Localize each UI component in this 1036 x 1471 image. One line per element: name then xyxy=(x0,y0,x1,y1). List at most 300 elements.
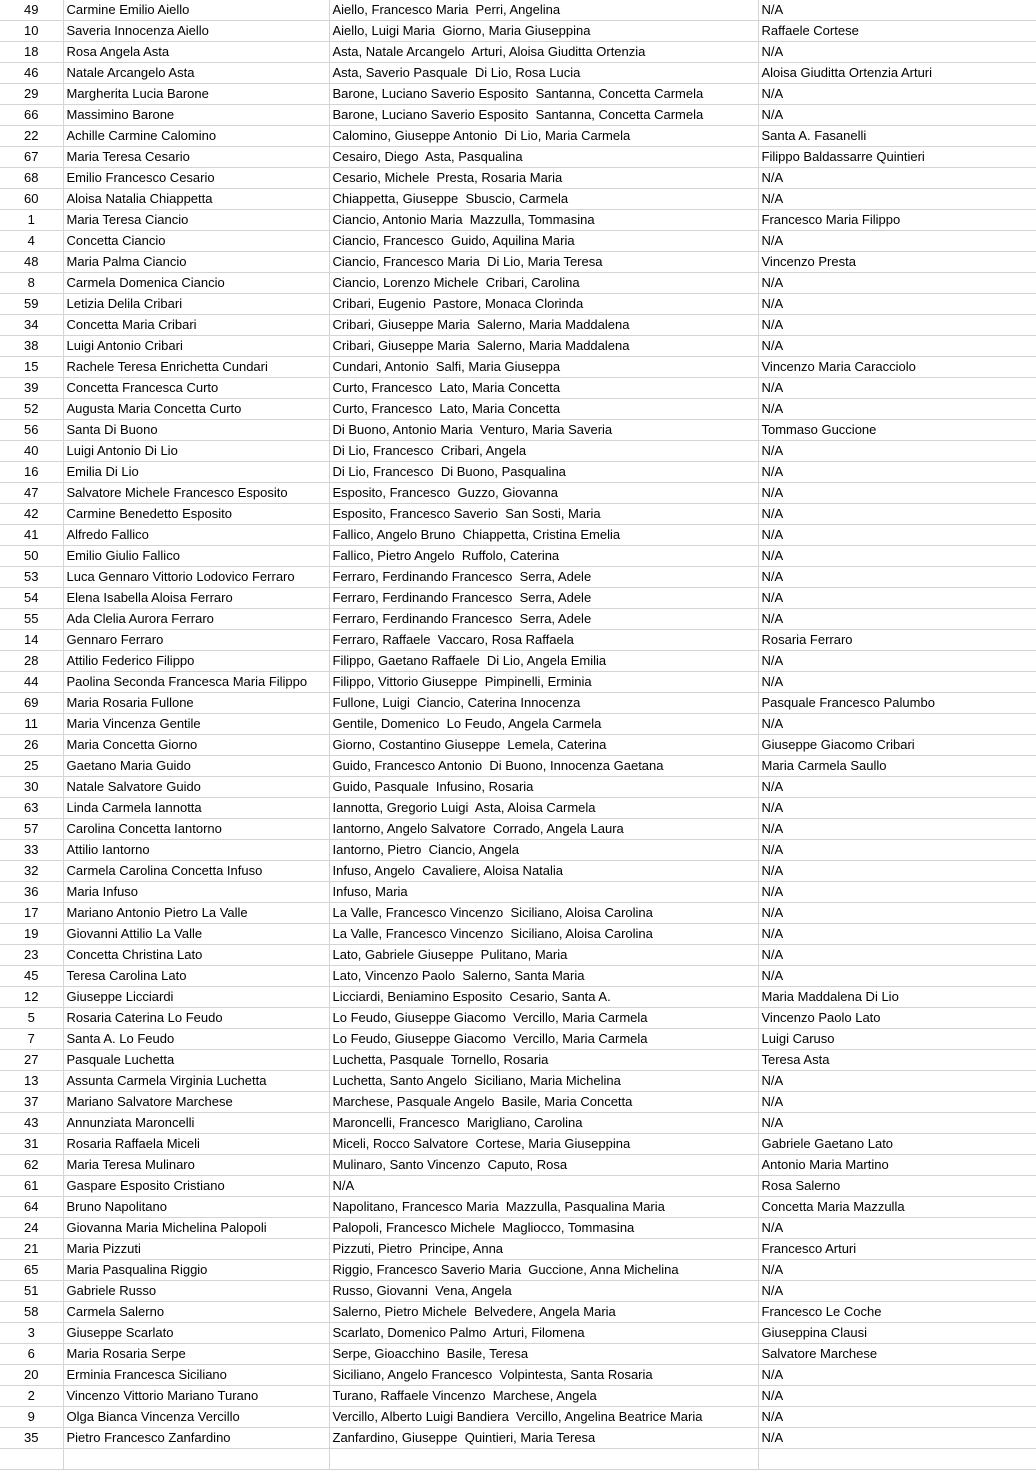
spouse-cell[interactable]: N/A xyxy=(758,378,1036,399)
empty-row xyxy=(0,1449,1036,1470)
parents-cell[interactable]: Serpe, Gioacchino Basile, Teresa xyxy=(329,1344,758,1365)
spouse-cell[interactable]: Gabriele Gaetano Lato xyxy=(758,1134,1036,1155)
id-cell[interactable]: 56 xyxy=(0,420,63,441)
parents-cell[interactable]: Salerno, Pietro Michele Belvedere, Angela Maria xyxy=(329,1302,758,1323)
name-cell[interactable]: Carmela Carolina Concetta Infuso xyxy=(63,861,329,882)
spouse-cell[interactable]: N/A xyxy=(758,567,1036,588)
spouse-cell[interactable]: N/A xyxy=(758,1113,1036,1134)
id-cell[interactable]: 6 xyxy=(0,1344,63,1365)
spouse-cell[interactable]: N/A xyxy=(758,546,1036,567)
parents-cell[interactable]: Barone, Luciano Saverio Esposito Santanna, Concetta Carmela xyxy=(329,105,758,126)
parents-cell[interactable]: Zanfardino, Giuseppe Quintieri, Maria Teresa xyxy=(329,1428,758,1449)
table-row xyxy=(0,630,1036,651)
name-cell[interactable]: Aloisa Natalia Chiappetta xyxy=(63,189,329,210)
spouse-cell[interactable]: Maria Carmela Saullo xyxy=(758,756,1036,777)
spouse-cell[interactable]: N/A xyxy=(758,882,1036,903)
table-row xyxy=(0,21,1036,42)
table-row xyxy=(0,42,1036,63)
id-cell[interactable]: 18 xyxy=(0,42,63,63)
name-cell[interactable]: Luca Gennaro Vittorio Lodovico Ferraro xyxy=(63,567,329,588)
spouse-cell[interactable]: N/A xyxy=(758,189,1036,210)
name-cell[interactable]: Salvatore Michele Francesco Esposito xyxy=(63,483,329,504)
spouse-cell[interactable]: N/A xyxy=(758,798,1036,819)
spouse-cell[interactable]: N/A xyxy=(758,168,1036,189)
spouse-cell[interactable]: N/A xyxy=(758,819,1036,840)
name-cell[interactable]: Annunziata Maroncelli xyxy=(63,1113,329,1134)
table-row xyxy=(0,756,1036,777)
name-cell[interactable]: Santa Di Buono xyxy=(63,420,329,441)
name-cell[interactable]: Giovanni Attilio La Valle xyxy=(63,924,329,945)
name-cell[interactable]: Concetta Francesca Curto xyxy=(63,378,329,399)
name-cell[interactable]: Carmela Salerno xyxy=(63,1302,329,1323)
id-cell[interactable]: 36 xyxy=(0,882,63,903)
parents-cell[interactable]: Esposito, Francesco Guzzo, Giovanna xyxy=(329,483,758,504)
parents-cell[interactable]: Di Buono, Antonio Maria Venturo, Maria Saveria xyxy=(329,420,758,441)
parents-cell[interactable]: Maroncelli, Francesco Marigliano, Carolina xyxy=(329,1113,758,1134)
name-cell[interactable]: Gabriele Russo xyxy=(63,1281,329,1302)
spouse-cell[interactable]: N/A xyxy=(758,1092,1036,1113)
name-cell[interactable]: Elena Isabella Aloisa Ferraro xyxy=(63,588,329,609)
parents-cell[interactable]: Palopoli, Francesco Michele Magliocco, Tommasina xyxy=(329,1218,758,1239)
parents-cell[interactable]: Aiello, Francesco Maria Perri, Angelina xyxy=(329,0,758,21)
table-row xyxy=(0,903,1036,924)
spouse-cell[interactable]: Concetta Maria Mazzulla xyxy=(758,1197,1036,1218)
name-cell[interactable]: Carmela Domenica Ciancio xyxy=(63,273,329,294)
id-cell[interactable]: 65 xyxy=(0,1260,63,1281)
spouse-cell[interactable]: N/A xyxy=(758,273,1036,294)
spouse-cell[interactable]: Antonio Maria Martino xyxy=(758,1155,1036,1176)
table-row xyxy=(0,420,1036,441)
id-cell[interactable]: 4 xyxy=(0,231,63,252)
name-cell[interactable]: Rosaria Caterina Lo Feudo xyxy=(63,1008,329,1029)
name-cell[interactable]: Emilio Giulio Fallico xyxy=(63,546,329,567)
name-cell[interactable]: Achille Carmine Calomino xyxy=(63,126,329,147)
parents-cell[interactable]: Cesairo, Diego Asta, Pasqualina xyxy=(329,147,758,168)
spouse-cell[interactable]: N/A xyxy=(758,1365,1036,1386)
name-cell[interactable]: Maria Palma Ciancio xyxy=(63,252,329,273)
parents-cell[interactable]: Asta, Saverio Pasquale Di Lio, Rosa Lucia xyxy=(329,63,758,84)
parents-cell[interactable]: Fullone, Luigi Ciancio, Caterina Innocenza xyxy=(329,693,758,714)
name-cell[interactable]: Mariano Antonio Pietro La Valle xyxy=(63,903,329,924)
name-cell[interactable]: Bruno Napolitano xyxy=(63,1197,329,1218)
spouse-cell[interactable]: N/A xyxy=(758,1260,1036,1281)
parents-cell[interactable]: Asta, Natale Arcangelo Arturi, Aloisa Giuditta Ortenzia xyxy=(329,42,758,63)
table-row xyxy=(0,1407,1036,1428)
name-cell[interactable]: Augusta Maria Concetta Curto xyxy=(63,399,329,420)
name-cell[interactable]: Santa A. Lo Feudo xyxy=(63,1029,329,1050)
table-row xyxy=(0,315,1036,336)
name-cell[interactable]: Ada Clelia Aurora Ferraro xyxy=(63,609,329,630)
id-cell[interactable]: 67 xyxy=(0,147,63,168)
parents-cell[interactable]: Curto, Francesco Lato, Maria Concetta xyxy=(329,378,758,399)
id-cell[interactable]: 3 xyxy=(0,1323,63,1344)
id-cell[interactable]: 38 xyxy=(0,336,63,357)
id-cell[interactable]: 32 xyxy=(0,861,63,882)
name-cell[interactable]: Maria Rosaria Serpe xyxy=(63,1344,329,1365)
parents-cell[interactable]: Guido, Francesco Antonio Di Buono, Innocenza Gaetana xyxy=(329,756,758,777)
spouse-cell[interactable]: N/A xyxy=(758,1218,1036,1239)
table-row xyxy=(0,1134,1036,1155)
spouse-cell[interactable]: N/A xyxy=(758,1407,1036,1428)
id-cell[interactable]: 5 xyxy=(0,1008,63,1029)
name-cell[interactable]: Saveria Innocenza Aiello xyxy=(63,21,329,42)
id-cell[interactable]: 29 xyxy=(0,84,63,105)
id-cell[interactable]: 58 xyxy=(0,1302,63,1323)
id-cell[interactable]: 25 xyxy=(0,756,63,777)
parents-cell[interactable]: Ferraro, Ferdinando Francesco Serra, Adele xyxy=(329,588,758,609)
id-cell[interactable]: 10 xyxy=(0,21,63,42)
empty-cell[interactable] xyxy=(329,1449,758,1470)
parents-cell[interactable]: Calomino, Giuseppe Antonio Di Lio, Maria Carmela xyxy=(329,126,758,147)
name-cell[interactable]: Gennaro Ferraro xyxy=(63,630,329,651)
spouse-cell[interactable]: N/A xyxy=(758,714,1036,735)
id-cell[interactable]: 13 xyxy=(0,1071,63,1092)
name-cell[interactable]: Giuseppe Scarlato xyxy=(63,1323,329,1344)
name-cell[interactable]: Carmine Emilio Aiello xyxy=(63,0,329,21)
id-cell[interactable]: 47 xyxy=(0,483,63,504)
spouse-cell[interactable]: Aloisa Giuditta Ortenzia Arturi xyxy=(758,63,1036,84)
name-cell[interactable]: Concetta Ciancio xyxy=(63,231,329,252)
spouse-cell[interactable]: Vincenzo Paolo Lato xyxy=(758,1008,1036,1029)
id-cell[interactable]: 39 xyxy=(0,378,63,399)
spouse-cell[interactable]: N/A xyxy=(758,0,1036,21)
name-cell[interactable]: Erminia Francesca Siciliano xyxy=(63,1365,329,1386)
parents-cell[interactable]: Cundari, Antonio Salfi, Maria Giuseppa xyxy=(329,357,758,378)
name-cell[interactable]: Massimino Barone xyxy=(63,105,329,126)
spouse-cell[interactable]: N/A xyxy=(758,483,1036,504)
id-cell[interactable]: 64 xyxy=(0,1197,63,1218)
id-cell[interactable]: 66 xyxy=(0,105,63,126)
spouse-cell[interactable]: Tommaso Guccione xyxy=(758,420,1036,441)
table-row xyxy=(0,609,1036,630)
id-cell[interactable]: 33 xyxy=(0,840,63,861)
parents-cell[interactable]: La Valle, Francesco Vincenzo Siciliano, Aloisa Carolina xyxy=(329,924,758,945)
parents-cell[interactable]: Marchese, Pasquale Angelo Basile, Maria Concetta xyxy=(329,1092,758,1113)
parents-cell[interactable]: Ciancio, Lorenzo Michele Cribari, Carolina xyxy=(329,273,758,294)
spouse-cell[interactable]: N/A xyxy=(758,1428,1036,1449)
parents-cell[interactable]: Lo Feudo, Giuseppe Giacomo Vercillo, Maria Carmela xyxy=(329,1008,758,1029)
id-cell[interactable]: 43 xyxy=(0,1113,63,1134)
id-cell[interactable]: 28 xyxy=(0,651,63,672)
parents-cell[interactable]: Lato, Gabriele Giuseppe Pulitano, Maria xyxy=(329,945,758,966)
spouse-cell[interactable]: N/A xyxy=(758,399,1036,420)
name-cell[interactable]: Linda Carmela Iannotta xyxy=(63,798,329,819)
id-cell[interactable]: 54 xyxy=(0,588,63,609)
name-cell[interactable]: Carolina Concetta Iantorno xyxy=(63,819,329,840)
name-cell[interactable]: Rosa Angela Asta xyxy=(63,42,329,63)
parents-cell[interactable]: Iantorno, Pietro Ciancio, Angela xyxy=(329,840,758,861)
spouse-cell[interactable]: N/A xyxy=(758,525,1036,546)
spouse-cell[interactable]: N/A xyxy=(758,1071,1036,1092)
spouse-cell[interactable]: N/A xyxy=(758,651,1036,672)
name-cell[interactable]: Natale Salvatore Guido xyxy=(63,777,329,798)
id-cell[interactable]: 15 xyxy=(0,357,63,378)
name-cell[interactable]: Pasquale Luchetta xyxy=(63,1050,329,1071)
id-cell[interactable]: 19 xyxy=(0,924,63,945)
name-cell[interactable]: Maria Pizzuti xyxy=(63,1239,329,1260)
spouse-cell[interactable]: Teresa Asta xyxy=(758,1050,1036,1071)
table-row xyxy=(0,693,1036,714)
id-cell[interactable]: 12 xyxy=(0,987,63,1008)
spouse-cell[interactable]: N/A xyxy=(758,105,1036,126)
id-cell[interactable]: 51 xyxy=(0,1281,63,1302)
id-cell[interactable]: 50 xyxy=(0,546,63,567)
parents-cell[interactable]: Cribari, Giuseppe Maria Salerno, Maria Maddalena xyxy=(329,336,758,357)
name-cell[interactable]: Attilio Iantorno xyxy=(63,840,329,861)
id-cell[interactable]: 55 xyxy=(0,609,63,630)
parents-cell[interactable]: Ciancio, Antonio Maria Mazzulla, Tommasina xyxy=(329,210,758,231)
name-cell[interactable]: Maria Vincenza Gentile xyxy=(63,714,329,735)
spouse-cell[interactable]: Filippo Baldassarre Quintieri xyxy=(758,147,1036,168)
empty-cell[interactable] xyxy=(0,1449,63,1470)
spouse-cell[interactable]: N/A xyxy=(758,672,1036,693)
id-cell[interactable]: 9 xyxy=(0,1407,63,1428)
spouse-cell[interactable]: N/A xyxy=(758,588,1036,609)
id-cell[interactable]: 62 xyxy=(0,1155,63,1176)
name-cell[interactable]: Letizia Delila Cribari xyxy=(63,294,329,315)
id-cell[interactable]: 52 xyxy=(0,399,63,420)
table-row xyxy=(0,1365,1036,1386)
id-cell[interactable]: 69 xyxy=(0,693,63,714)
id-cell[interactable]: 45 xyxy=(0,966,63,987)
name-cell[interactable]: Rosaria Raffaela Miceli xyxy=(63,1134,329,1155)
spouse-cell[interactable]: N/A xyxy=(758,1281,1036,1302)
parents-cell[interactable]: Lato, Vincenzo Paolo Salerno, Santa Maria xyxy=(329,966,758,987)
spouse-cell[interactable]: N/A xyxy=(758,504,1036,525)
name-cell[interactable]: Teresa Carolina Lato xyxy=(63,966,329,987)
id-cell[interactable]: 24 xyxy=(0,1218,63,1239)
spouse-cell[interactable]: N/A xyxy=(758,294,1036,315)
name-cell[interactable]: Olga Bianca Vincenza Vercillo xyxy=(63,1407,329,1428)
parents-cell[interactable]: Giorno, Costantino Giuseppe Lemela, Caterina xyxy=(329,735,758,756)
id-cell[interactable]: 16 xyxy=(0,462,63,483)
parents-cell[interactable]: Iannotta, Gregorio Luigi Asta, Aloisa Carmela xyxy=(329,798,758,819)
parents-cell[interactable]: Pizzuti, Pietro Principe, Anna xyxy=(329,1239,758,1260)
name-cell[interactable]: Natale Arcangelo Asta xyxy=(63,63,329,84)
name-cell[interactable]: Maria Teresa Cesario xyxy=(63,147,329,168)
id-cell[interactable]: 53 xyxy=(0,567,63,588)
id-cell[interactable]: 23 xyxy=(0,945,63,966)
spouse-cell[interactable]: N/A xyxy=(758,1386,1036,1407)
id-cell[interactable]: 20 xyxy=(0,1365,63,1386)
id-cell[interactable]: 37 xyxy=(0,1092,63,1113)
parents-cell[interactable]: Infuso, Angelo Cavaliere, Aloisa Natalia xyxy=(329,861,758,882)
id-cell[interactable]: 8 xyxy=(0,273,63,294)
id-cell[interactable]: 68 xyxy=(0,168,63,189)
name-cell[interactable]: Attilio Federico Filippo xyxy=(63,651,329,672)
name-cell[interactable]: Maria Infuso xyxy=(63,882,329,903)
parents-cell[interactable]: Cesario, Michele Presta, Rosaria Maria xyxy=(329,168,758,189)
name-cell[interactable]: Maria Concetta Giorno xyxy=(63,735,329,756)
name-cell[interactable]: Luigi Antonio Di Lio xyxy=(63,441,329,462)
parents-cell[interactable]: Filippo, Gaetano Raffaele Di Lio, Angela Emilia xyxy=(329,651,758,672)
spouse-cell[interactable]: Vincenzo Presta xyxy=(758,252,1036,273)
parents-cell[interactable]: Ciancio, Francesco Guido, Aquilina Maria xyxy=(329,231,758,252)
table-row xyxy=(0,210,1036,231)
id-cell[interactable]: 21 xyxy=(0,1239,63,1260)
name-cell[interactable]: Mariano Salvatore Marchese xyxy=(63,1092,329,1113)
id-cell[interactable]: 60 xyxy=(0,189,63,210)
id-cell[interactable]: 31 xyxy=(0,1134,63,1155)
parents-cell[interactable]: Licciardi, Beniamino Esposito Cesario, Santa A. xyxy=(329,987,758,1008)
id-cell[interactable]: 22 xyxy=(0,126,63,147)
parents-cell[interactable]: Esposito, Francesco Saverio San Sosti, Maria xyxy=(329,504,758,525)
name-cell[interactable]: Luigi Antonio Cribari xyxy=(63,336,329,357)
table-row xyxy=(0,189,1036,210)
id-cell[interactable]: 61 xyxy=(0,1176,63,1197)
spouse-cell[interactable]: Raffaele Cortese xyxy=(758,21,1036,42)
name-cell[interactable]: Giovanna Maria Michelina Palopoli xyxy=(63,1218,329,1239)
spouse-cell[interactable]: N/A xyxy=(758,441,1036,462)
parents-cell[interactable]: Chiappetta, Giuseppe Sbuscio, Carmela xyxy=(329,189,758,210)
table-row xyxy=(0,1008,1036,1029)
spouse-cell[interactable]: N/A xyxy=(758,609,1036,630)
parents-cell[interactable]: Napolitano, Francesco Maria Mazzulla, Pasqualina Maria xyxy=(329,1197,758,1218)
spouse-cell[interactable]: Giuseppe Giacomo Cribari xyxy=(758,735,1036,756)
spouse-cell[interactable]: Luigi Caruso xyxy=(758,1029,1036,1050)
name-cell[interactable]: Concetta Maria Cribari xyxy=(63,315,329,336)
name-cell[interactable]: Maria Rosaria Fullone xyxy=(63,693,329,714)
id-cell[interactable]: 14 xyxy=(0,630,63,651)
parents-cell[interactable]: Di Lio, Francesco Cribari, Angela xyxy=(329,441,758,462)
spouse-cell[interactable]: N/A xyxy=(758,315,1036,336)
id-cell[interactable]: 46 xyxy=(0,63,63,84)
parents-cell[interactable]: Siciliano, Angelo Francesco Volpintesta, Santa Rosaria xyxy=(329,1365,758,1386)
spouse-cell[interactable]: N/A xyxy=(758,840,1036,861)
spouse-cell[interactable]: N/A xyxy=(758,336,1036,357)
parents-cell[interactable]: N/A xyxy=(329,1176,758,1197)
id-cell[interactable]: 17 xyxy=(0,903,63,924)
spouse-cell[interactable]: Rosa Salerno xyxy=(758,1176,1036,1197)
spouse-cell[interactable]: Francesco Le Coche xyxy=(758,1302,1036,1323)
parents-cell[interactable]: Russo, Giovanni Vena, Angela xyxy=(329,1281,758,1302)
spouse-cell[interactable]: N/A xyxy=(758,945,1036,966)
id-cell[interactable]: 1 xyxy=(0,210,63,231)
name-cell[interactable]: Gaetano Maria Guido xyxy=(63,756,329,777)
id-cell[interactable]: 40 xyxy=(0,441,63,462)
parents-cell[interactable]: Iantorno, Angelo Salvatore Corrado, Angela Laura xyxy=(329,819,758,840)
id-cell[interactable]: 34 xyxy=(0,315,63,336)
parents-cell[interactable]: Fallico, Angelo Bruno Chiappetta, Cristina Emelia xyxy=(329,525,758,546)
name-cell[interactable]: Gaspare Esposito Cristiano xyxy=(63,1176,329,1197)
spouse-cell[interactable]: N/A xyxy=(758,231,1036,252)
parents-cell[interactable]: Riggio, Francesco Saverio Maria Guccione, Anna Michelina xyxy=(329,1260,758,1281)
spouse-cell[interactable]: Francesco Arturi xyxy=(758,1239,1036,1260)
spouse-cell[interactable]: Pasquale Francesco Palumbo xyxy=(758,693,1036,714)
table-row xyxy=(0,1239,1036,1260)
name-cell[interactable]: Vincenzo Vittorio Mariano Turano xyxy=(63,1386,329,1407)
id-cell[interactable]: 49 xyxy=(0,0,63,21)
name-cell[interactable]: Pietro Francesco Zanfardino xyxy=(63,1428,329,1449)
parents-cell[interactable]: Guido, Pasquale Infusino, Rosaria xyxy=(329,777,758,798)
spouse-cell[interactable]: N/A xyxy=(758,462,1036,483)
spouse-cell[interactable]: Vincenzo Maria Caracciolo xyxy=(758,357,1036,378)
spouse-cell[interactable]: N/A xyxy=(758,777,1036,798)
id-cell[interactable]: 44 xyxy=(0,672,63,693)
id-cell[interactable]: 59 xyxy=(0,294,63,315)
parents-cell[interactable]: Turano, Raffaele Vincenzo Marchese, Angela xyxy=(329,1386,758,1407)
name-cell[interactable]: Margherita Lucia Barone xyxy=(63,84,329,105)
spouse-cell[interactable]: N/A xyxy=(758,924,1036,945)
parents-cell[interactable]: Aiello, Luigi Maria Giorno, Maria Giuseppina xyxy=(329,21,758,42)
name-cell[interactable]: Rachele Teresa Enrichetta Cundari xyxy=(63,357,329,378)
spouse-cell[interactable]: N/A xyxy=(758,966,1036,987)
parents-cell[interactable]: Luchetta, Santo Angelo Siciliano, Maria Michelina xyxy=(329,1071,758,1092)
id-cell[interactable]: 2 xyxy=(0,1386,63,1407)
spouse-cell[interactable]: N/A xyxy=(758,42,1036,63)
id-cell[interactable]: 11 xyxy=(0,714,63,735)
parents-cell[interactable]: Ferraro, Raffaele Vaccaro, Rosa Raffaela xyxy=(329,630,758,651)
spouse-cell[interactable]: N/A xyxy=(758,861,1036,882)
parents-cell[interactable]: Cribari, Giuseppe Maria Salerno, Maria Maddalena xyxy=(329,315,758,336)
empty-cell[interactable] xyxy=(63,1449,329,1470)
parents-cell[interactable]: Cribari, Eugenio Pastore, Monaca Clorinda xyxy=(329,294,758,315)
spouse-cell[interactable]: N/A xyxy=(758,903,1036,924)
id-cell[interactable]: 7 xyxy=(0,1029,63,1050)
parents-cell[interactable]: Mulinaro, Santo Vincenzo Caputo, Rosa xyxy=(329,1155,758,1176)
parents-cell[interactable]: Di Lio, Francesco Di Buono, Pasqualina xyxy=(329,462,758,483)
id-cell[interactable]: 42 xyxy=(0,504,63,525)
spouse-cell[interactable]: Rosaria Ferraro xyxy=(758,630,1036,651)
spouse-cell[interactable]: Francesco Maria Filippo xyxy=(758,210,1036,231)
name-cell[interactable]: Emilia Di Lio xyxy=(63,462,329,483)
id-cell[interactable]: 48 xyxy=(0,252,63,273)
name-cell[interactable]: Giuseppe Licciardi xyxy=(63,987,329,1008)
parents-cell[interactable]: Fallico, Pietro Angelo Ruffolo, Caterina xyxy=(329,546,758,567)
id-cell[interactable]: 41 xyxy=(0,525,63,546)
name-cell[interactable]: Emilio Francesco Cesario xyxy=(63,168,329,189)
id-cell[interactable]: 35 xyxy=(0,1428,63,1449)
spouse-cell[interactable]: Salvatore Marchese xyxy=(758,1344,1036,1365)
spouse-cell[interactable]: N/A xyxy=(758,84,1036,105)
name-cell[interactable]: Maria Teresa Ciancio xyxy=(63,210,329,231)
spouse-cell[interactable]: Santa A. Fasanelli xyxy=(758,126,1036,147)
parents-cell[interactable]: Barone, Luciano Saverio Esposito Santanna, Concetta Carmela xyxy=(329,84,758,105)
id-cell[interactable]: 63 xyxy=(0,798,63,819)
spouse-cell[interactable]: Maria Maddalena Di Lio xyxy=(758,987,1036,1008)
name-cell[interactable]: Assunta Carmela Virginia Luchetta xyxy=(63,1071,329,1092)
parents-cell[interactable]: Scarlato, Domenico Palmo Arturi, Filomena xyxy=(329,1323,758,1344)
table-row xyxy=(0,0,1036,21)
parents-cell[interactable]: Curto, Francesco Lato, Maria Concetta xyxy=(329,399,758,420)
parents-cell[interactable]: Luchetta, Pasquale Tornello, Rosaria xyxy=(329,1050,758,1071)
spouse-cell[interactable]: Giuseppina Clausi xyxy=(758,1323,1036,1344)
table-row xyxy=(0,1386,1036,1407)
parents-cell[interactable]: Lo Feudo, Giuseppe Giacomo Vercillo, Maria Carmela xyxy=(329,1029,758,1050)
name-cell[interactable]: Concetta Christina Lato xyxy=(63,945,329,966)
parents-cell[interactable]: Infuso, Maria xyxy=(329,882,758,903)
name-cell[interactable]: Paolina Seconda Francesca Maria Filippo xyxy=(63,672,329,693)
parents-cell[interactable]: Miceli, Rocco Salvatore Cortese, Maria Giuseppina xyxy=(329,1134,758,1155)
parents-cell[interactable]: Ferraro, Ferdinando Francesco Serra, Adele xyxy=(329,609,758,630)
name-cell[interactable]: Carmine Benedetto Esposito xyxy=(63,504,329,525)
id-cell[interactable]: 57 xyxy=(0,819,63,840)
empty-cell[interactable] xyxy=(758,1449,1036,1470)
table-row xyxy=(0,546,1036,567)
id-cell[interactable]: 27 xyxy=(0,1050,63,1071)
parents-cell[interactable]: Ferraro, Ferdinando Francesco Serra, Adele xyxy=(329,567,758,588)
parents-cell[interactable]: Filippo, Vittorio Giuseppe Pimpinelli, Erminia xyxy=(329,672,758,693)
name-cell[interactable]: Maria Pasqualina Riggio xyxy=(63,1260,329,1281)
id-cell[interactable]: 30 xyxy=(0,777,63,798)
name-cell[interactable]: Maria Teresa Mulinaro xyxy=(63,1155,329,1176)
parents-cell[interactable]: Gentile, Domenico Lo Feudo, Angela Carmela xyxy=(329,714,758,735)
id-cell[interactable]: 26 xyxy=(0,735,63,756)
parents-cell[interactable]: La Valle, Francesco Vincenzo Siciliano, Aloisa Carolina xyxy=(329,903,758,924)
parents-cell[interactable]: Vercillo, Alberto Luigi Bandiera Vercillo, Angelina Beatrice Maria xyxy=(329,1407,758,1428)
name-cell[interactable]: Alfredo Fallico xyxy=(63,525,329,546)
parents-cell[interactable]: Ciancio, Francesco Maria Di Lio, Maria Teresa xyxy=(329,252,758,273)
